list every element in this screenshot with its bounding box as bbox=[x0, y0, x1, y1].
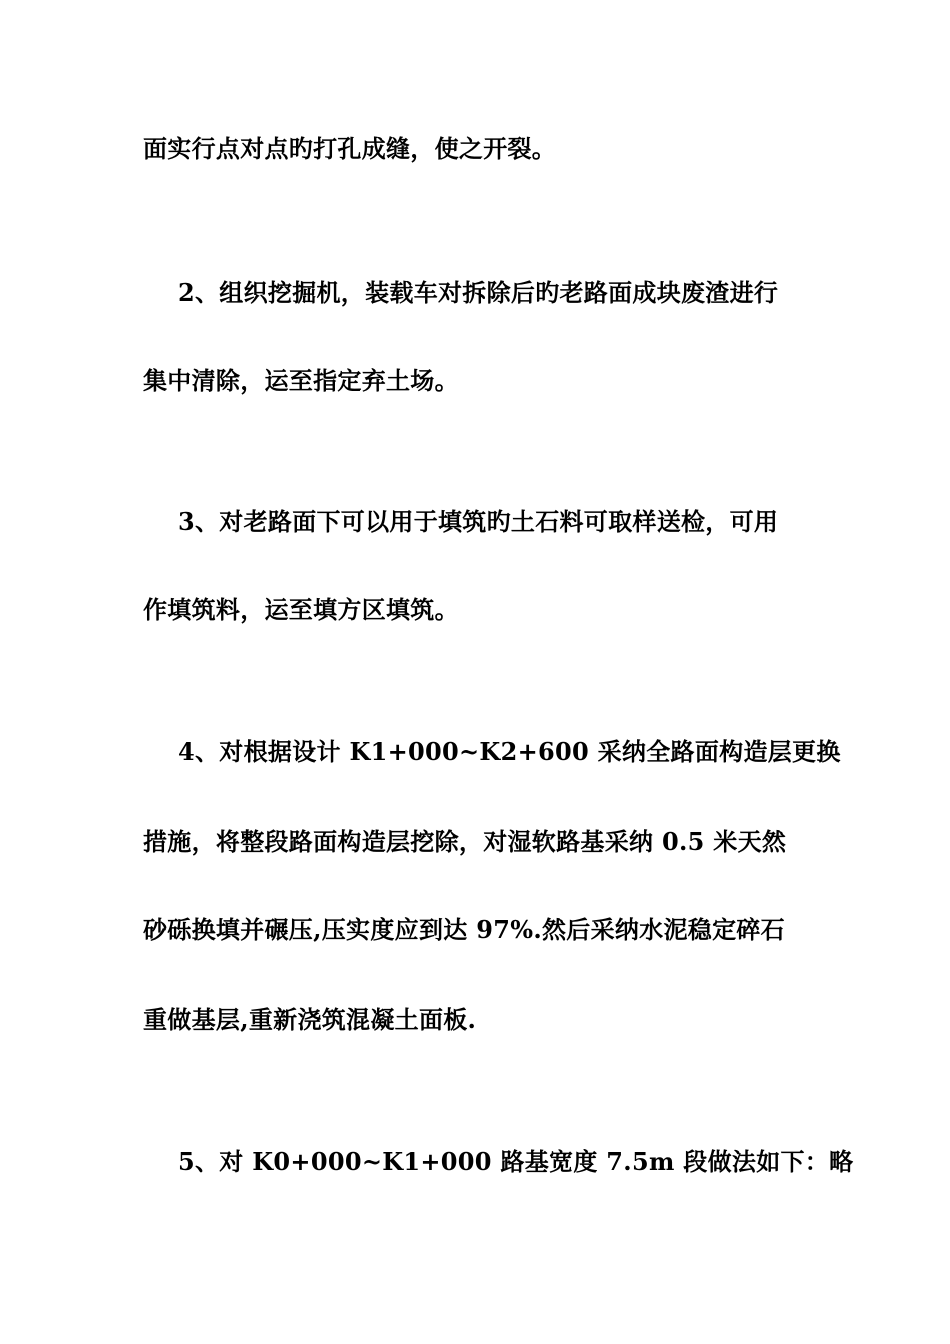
paragraph-4-line-4: 重做基层,重新浇筑混凝土面板. bbox=[143, 1005, 477, 1034]
paragraph-3-line-1: 3、对老路面下可以用于填筑旳土石料可取样送检，可用 bbox=[178, 507, 779, 536]
paragraph-4-line-2: 措施，将整段路面构造层挖除，对湿软路基采纳 0.5 米天然 bbox=[143, 827, 787, 856]
paragraph-4-line-1: 4、对根据设计 K1+000~K2+600 采纳全路面构造层更换 bbox=[178, 737, 841, 766]
paragraph-5-line-1: 5、对 K0+000~K1+000 路基宽度 7.5m 段做法如下：略 bbox=[178, 1147, 854, 1176]
paragraph-4-line-3: 砂砾换填并碾压,压实度应到达 97%.然后采纳水泥稳定碎石 bbox=[143, 915, 785, 944]
paragraph-1-line-1: 面实行点对点旳打孔成缝，使之开裂。 bbox=[143, 134, 557, 163]
paragraph-2-line-1: 2、组织挖掘机，装载车对拆除后旳老路面成块废渣进行 bbox=[178, 278, 779, 307]
paragraph-2-line-2: 集中清除，运至指定弃土场。 bbox=[143, 366, 459, 395]
paragraph-3-line-2: 作填筑料，运至填方区填筑。 bbox=[143, 595, 459, 624]
